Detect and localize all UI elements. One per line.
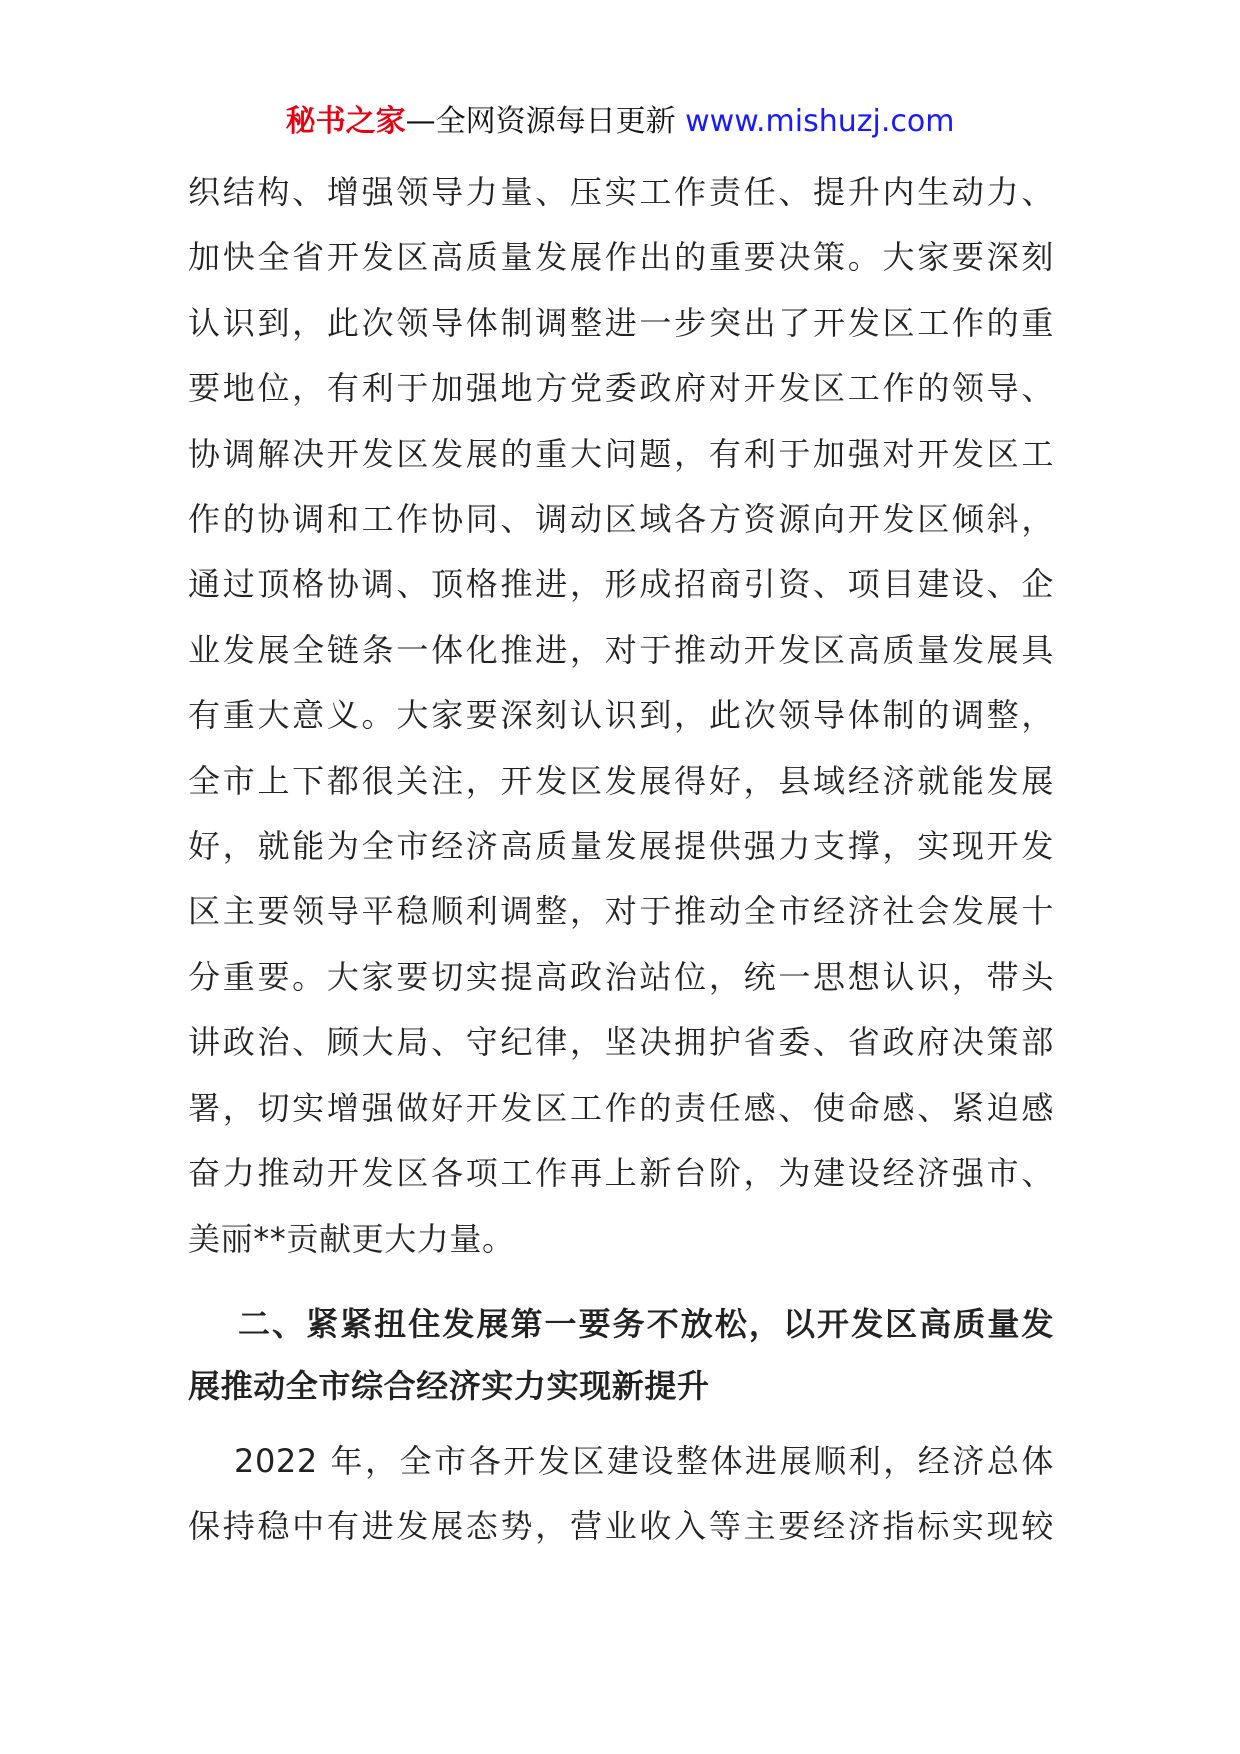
document-body [188,160,1054,1560]
text-line: 通过顶格协调、顶格推进，形成招商引资、项目建设、企 [188,565,1054,604]
header-tagline: —全网资源每日更新 [405,104,676,139]
text-line: 协调解决开发区发展的重大问题，有利于加强对开发区工 [188,434,1054,473]
text-line: 区主要领导平稳顺利调整，对于推动全市经济社会发展十 [188,892,1054,931]
text-line: 织结构、增强领导力量、压实工作责任、提升内生动力、 [188,173,1054,211]
text-line: 署，切实增强做好开发区工作的责任感、使命感、紧迫感 [188,1088,1054,1127]
text-line: 2022 年，全市各开发区建设整体进展顺利，经济总体 [234,1441,1054,1480]
text-line: 保持稳中有进发展态势，营业收入等主要经济指标实现较 [188,1507,1054,1546]
text-line: 有重大意义。大家要深刻认识到，此次领导体制的调整， [188,696,1054,735]
text-line: 好，就能为全市经济高质量发展提供强力支撑，实现开发 [188,827,1054,866]
text-line: 作的协调和工作协同、调动区域各方资源向开发区倾斜， [188,500,1054,539]
text-line: 美丽**贡献更大力量。 [188,1219,515,1258]
text-line: 奋力推动开发区各项工作再上新台阶，为建设经济强市、 [188,1154,1054,1193]
site-url-link[interactable]: www.mishuzj.com [685,104,955,139]
text-line: 分重要。大家要切实提高政治站位，统一思想认识，带头 [188,957,1054,996]
text-line: 讲政治、顾大局、守纪律，坚决拥护省委、省政府决策部 [188,1023,1054,1062]
paragraph-2 [188,1429,1054,1560]
text-line: 认识到，此次领导体制调整进一步突出了开发区工作的重 [188,303,1054,342]
brand-name: 秘书之家 [285,104,406,139]
site-header [0,100,1240,144]
text-line: 要地位，有利于加强地方党委政府对开发区工作的领导、 [188,369,1054,408]
heading-line: 二、紧紧扭住发展第一要务不放松，以开发区高质量发 [238,1304,1054,1343]
heading-line: 展推动全市综合经济实力实现新提升 [188,1366,710,1405]
paragraph-1 [188,160,1054,1272]
section-heading [188,1293,1054,1417]
text-line: 业发展全链条一体化推进，对于推动开发区高质量发展具 [188,630,1054,669]
text-line: 全市上下都很关注，开发区发展得好，县域经济就能发展 [188,761,1054,800]
text-line: 加快全省开发区高质量发展作出的重要决策。大家要深刻 [188,238,1054,277]
